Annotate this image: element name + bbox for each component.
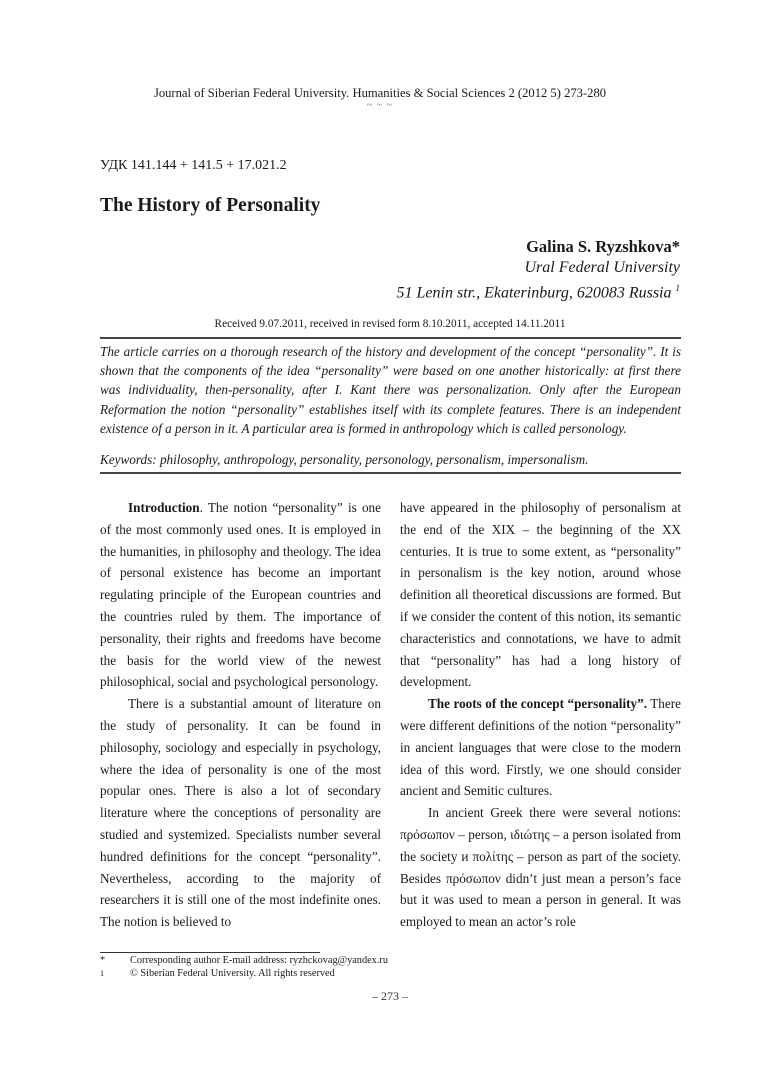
section-heading-roots: The roots of the concept “personality”. <box>428 696 647 712</box>
paragraph-text: There were different definitions of the notion “personality” in ancient languages that were close to the modern idea of this word. Firstly, we one should consider ancient and Semitic cultures. <box>400 696 681 799</box>
footnote-mark: 1 <box>100 969 104 978</box>
footnotes <box>100 954 388 980</box>
footnote-mark: * <box>100 955 106 966</box>
footnote-item <box>100 967 388 980</box>
paragraph-greek: In ancient Greek there were several notions: πρόσωπον – person, ιδιώτης – a person isolated from the society и πολίτης – person as part of the society. Besides πρόσωπον didn’t just mean a person’s face but it was used to mean a person in general. It was employed to mean an actor’s role <box>400 805 681 930</box>
paragraph-text: . The notion “personality” is one of the most commonly used ones. It is employed in the humanities, in philosophy and theology. The idea of personal existence has become an important regulating principle of the European countries and the countries ruled by them. The importance of personality, their rights and freedoms have become the basis for the world view of the newest philosophical, social and psychological personology. <box>100 500 381 690</box>
address-text: 51 Lenin str., Ekaterinburg, 620083 Russia <box>396 284 676 302</box>
header-ornament: ~ ~ ~ <box>366 100 394 111</box>
section-heading-introduction: Introduction <box>128 500 200 515</box>
abstract-text: The article carries on a thorough research of the history and development of the concept “personality”. It is shown that the components of the idea “personality” were based on one another historically: at first there was individuality, then-personality, after I. Kant there was personalization. Only after the European Reformation the notion “personality” establishes itself with its complete features. There is an independent existence of a person in it. A particular area is formed in anthropology which is called personology. <box>100 344 681 436</box>
footnote-item <box>100 954 388 967</box>
address-footnote-mark: 1 <box>675 283 680 293</box>
udk-code: УДК 141.144 + 141.5 + 17.021.2 <box>100 158 287 173</box>
received-dates: Received 9.07.2011, received in revised form 8.10.2011, accepted 14.11.2011 <box>214 318 566 330</box>
paragraph-introduction <box>100 497 381 693</box>
abstract-bottom-rule <box>100 472 681 474</box>
paragraph-literature: There is a substantial amount of literature on the study of personality. It can be found in philosophy, sociology and especially in psychology, where the idea of personality is one of the most popular ones. There is also a lot of secondary literature where the conceptions of personality are studied and systemized. Specialists number several hundred definitions for the concept “personality”. Nevertheless, according to the majority of researchers it is still one of the most indefinite ones. The notion is believed to <box>100 696 381 930</box>
paragraph-roots <box>400 693 681 802</box>
footnote-text: Corresponding author E-mail address: ryzhckovag@yandex.ru <box>130 955 388 966</box>
author-block <box>397 236 680 303</box>
footnote-rule <box>100 952 320 953</box>
abstract-top-rule <box>100 337 681 339</box>
body-column-left <box>100 497 381 933</box>
paragraph-continued: have appeared in the philosophy of personalism at the end of the XIX – the beginning of the XX centuries. It is true to some extent, as “personality” in personalism is the key notion, around whose definition all theoretical discussions are formed. But if we consider the content of this notion, its semantic characteristics and connotations, we have to admit that “personality” has had a long history of development. <box>400 500 681 690</box>
author-address <box>397 278 680 303</box>
body-column-right <box>400 497 681 933</box>
journal-header: Journal of Siberian Federal University. Humanities & Social Sciences 2 (2012 5) 273-280 <box>153 86 607 100</box>
keywords: Keywords: philosophy, anthropology, personality, personology, personalism, impersonalism. <box>100 452 589 467</box>
footnote-text: © Siberian Federal University. All rights reserved <box>130 968 335 979</box>
author-affiliation: Ural Federal University <box>524 259 680 276</box>
page-number: – 273 – <box>372 989 408 1003</box>
article-title: The History of Personality <box>100 195 321 216</box>
author-name: Galina S. Ryzshkova* <box>526 237 680 256</box>
